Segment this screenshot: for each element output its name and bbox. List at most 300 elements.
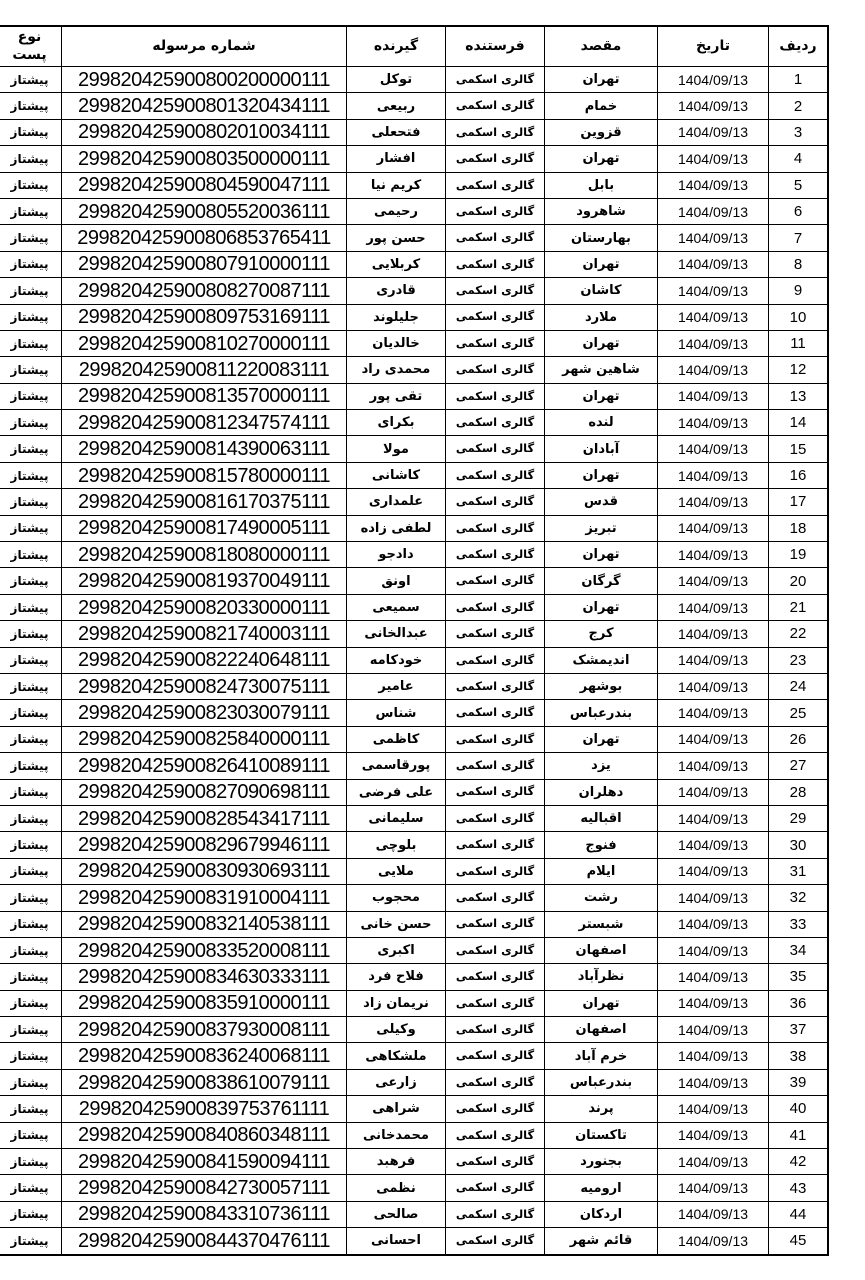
cell-tracking: 299820425900817490005111 (62, 515, 347, 541)
cell-sender: گالری اسکمی (446, 647, 545, 673)
table-row (0, 357, 828, 383)
cell-sender: گالری اسکمی (446, 885, 545, 911)
cell-date: 1404/09/13 (658, 357, 769, 383)
cell-destination: یزد (545, 753, 658, 779)
cell-date: 1404/09/13 (658, 225, 769, 251)
cell-row: 1 (769, 67, 829, 93)
cell-row: 28 (769, 779, 829, 805)
cell-tracking: 299820425900812347574111 (62, 410, 347, 436)
cell-row: 34 (769, 937, 829, 963)
cell-sender: گالری اسکمی (446, 1017, 545, 1043)
cell-post_type: پیشتاز (0, 198, 62, 224)
cell-date: 1404/09/13 (658, 383, 769, 409)
cell-receiver: توکل (347, 67, 446, 93)
cell-receiver: فتحعلی (347, 119, 446, 145)
cell-date: 1404/09/13 (658, 832, 769, 858)
cell-post_type: پیشتاز (0, 1175, 62, 1201)
cell-sender: گالری اسکمی (446, 172, 545, 198)
cell-destination: پرند (545, 1096, 658, 1122)
cell-sender: گالری اسکمی (446, 594, 545, 620)
table-row (0, 278, 828, 304)
table-row (0, 594, 828, 620)
cell-date: 1404/09/13 (658, 93, 769, 119)
cell-post_type: پیشتاز (0, 251, 62, 277)
table-row (0, 251, 828, 277)
cell-receiver: حسن پور (347, 225, 446, 251)
cell-row: 32 (769, 885, 829, 911)
table-row (0, 726, 828, 752)
cell-post_type: پیشتاز (0, 700, 62, 726)
column-header-sender: فرستنده (446, 26, 545, 67)
cell-tracking: 299820425900800200000111 (62, 67, 347, 93)
cell-receiver: کاشانی (347, 462, 446, 488)
table-row (0, 1228, 828, 1255)
cell-receiver: عبدالخانی (347, 621, 446, 647)
cell-post_type: پیشتاز (0, 1069, 62, 1095)
cell-receiver: کاظمی (347, 726, 446, 752)
cell-date: 1404/09/13 (658, 990, 769, 1016)
cell-post_type: پیشتاز (0, 93, 62, 119)
cell-post_type: پیشتاز (0, 1201, 62, 1227)
cell-tracking: 299820425900826410089111 (62, 753, 347, 779)
cell-tracking: 299820425900825840000111 (62, 726, 347, 752)
cell-destination: اندیمشک (545, 647, 658, 673)
cell-destination: قدس (545, 489, 658, 515)
cell-row: 31 (769, 858, 829, 884)
cell-date: 1404/09/13 (658, 568, 769, 594)
cell-receiver: ربیعی (347, 93, 446, 119)
table-row (0, 621, 828, 647)
cell-row: 18 (769, 515, 829, 541)
cell-row: 39 (769, 1069, 829, 1095)
cell-tracking: 299820425900803500000111 (62, 146, 347, 172)
table-row (0, 1149, 828, 1175)
cell-post_type: پیشتاز (0, 383, 62, 409)
cell-date: 1404/09/13 (658, 410, 769, 436)
cell-destination: تهران (545, 726, 658, 752)
cell-row: 22 (769, 621, 829, 647)
cell-date: 1404/09/13 (658, 647, 769, 673)
cell-row: 37 (769, 1017, 829, 1043)
cell-tracking: 299820425900844370476111 (62, 1228, 347, 1255)
cell-tracking: 299820425900809753169111 (62, 304, 347, 330)
table-row (0, 568, 828, 594)
cell-post_type: پیشتاز (0, 357, 62, 383)
cell-receiver: دادجو (347, 542, 446, 568)
cell-sender: گالری اسکمی (446, 1201, 545, 1227)
cell-row: 27 (769, 753, 829, 779)
cell-date: 1404/09/13 (658, 330, 769, 356)
cell-receiver: زارعی (347, 1069, 446, 1095)
cell-post_type: پیشتاز (0, 568, 62, 594)
cell-sender: گالری اسکمی (446, 726, 545, 752)
cell-destination: ایلام (545, 858, 658, 884)
cell-date: 1404/09/13 (658, 1069, 769, 1095)
column-header-post_type: نوع پست (0, 26, 62, 67)
cell-destination: بابل (545, 172, 658, 198)
cell-sender: گالری اسکمی (446, 1096, 545, 1122)
cell-row: 21 (769, 594, 829, 620)
cell-date: 1404/09/13 (658, 1228, 769, 1255)
cell-date: 1404/09/13 (658, 304, 769, 330)
cell-sender: گالری اسکمی (446, 1043, 545, 1069)
cell-receiver: شناس (347, 700, 446, 726)
cell-tracking: 299820425900841590094111 (62, 1149, 347, 1175)
cell-sender: گالری اسکمی (446, 251, 545, 277)
cell-post_type: پیشتاز (0, 990, 62, 1016)
cell-tracking: 299820425900832140538111 (62, 911, 347, 937)
cell-destination: گرگان (545, 568, 658, 594)
cell-receiver: احسانی (347, 1228, 446, 1255)
table-row (0, 1043, 828, 1069)
cell-tracking: 299820425900806853765411 (62, 225, 347, 251)
cell-sender: گالری اسکمی (446, 858, 545, 884)
table-row (0, 858, 828, 884)
cell-destination: آبادان (545, 436, 658, 462)
table-row (0, 700, 828, 726)
table-row (0, 67, 828, 93)
table-row (0, 225, 828, 251)
cell-post_type: پیشتاز (0, 330, 62, 356)
cell-receiver: جلیلوند (347, 304, 446, 330)
cell-date: 1404/09/13 (658, 858, 769, 884)
cell-tracking: 299820425900838610079111 (62, 1069, 347, 1095)
cell-date: 1404/09/13 (658, 515, 769, 541)
cell-tracking: 299820425900834630333111 (62, 964, 347, 990)
table-row (0, 1122, 828, 1148)
cell-destination: کاشان (545, 278, 658, 304)
table-row (0, 198, 828, 224)
cell-post_type: پیشتاز (0, 172, 62, 198)
cell-tracking: 299820425900827090698111 (62, 779, 347, 805)
cell-date: 1404/09/13 (658, 1201, 769, 1227)
table-row (0, 436, 828, 462)
cell-post_type: پیشتاز (0, 119, 62, 145)
cell-post_type: پیشتاز (0, 462, 62, 488)
cell-destination: تبریز (545, 515, 658, 541)
cell-row: 9 (769, 278, 829, 304)
cell-destination: نظرآباد (545, 964, 658, 990)
cell-sender: گالری اسکمی (446, 330, 545, 356)
table-row (0, 832, 828, 858)
cell-post_type: پیشتاز (0, 832, 62, 858)
cell-sender: گالری اسکمی (446, 700, 545, 726)
cell-destination: تهران (545, 146, 658, 172)
cell-row: 29 (769, 805, 829, 831)
cell-post_type: پیشتاز (0, 542, 62, 568)
table-row (0, 489, 828, 515)
cell-row: 6 (769, 198, 829, 224)
cell-tracking: 299820425900828543417111 (62, 805, 347, 831)
cell-row: 42 (769, 1149, 829, 1175)
cell-date: 1404/09/13 (658, 542, 769, 568)
cell-sender: گالری اسکمی (446, 198, 545, 224)
cell-destination: اردکان (545, 1201, 658, 1227)
column-header-destination: مقصد (545, 26, 658, 67)
cell-row: 12 (769, 357, 829, 383)
table-row (0, 647, 828, 673)
cell-date: 1404/09/13 (658, 726, 769, 752)
column-header-row: ردیف (769, 26, 829, 67)
cell-row: 19 (769, 542, 829, 568)
table-row (0, 673, 828, 699)
cell-receiver: محجوب (347, 885, 446, 911)
cell-row: 38 (769, 1043, 829, 1069)
cell-post_type: پیشتاز (0, 1149, 62, 1175)
cell-tracking: 299820425900836240068111 (62, 1043, 347, 1069)
table-row (0, 330, 828, 356)
cell-destination: ملارد (545, 304, 658, 330)
cell-tracking: 299820425900816170375111 (62, 489, 347, 515)
cell-receiver: ملشکاهی (347, 1043, 446, 1069)
table-row (0, 937, 828, 963)
cell-sender: گالری اسکمی (446, 515, 545, 541)
cell-post_type: پیشتاز (0, 647, 62, 673)
cell-sender: گالری اسکمی (446, 357, 545, 383)
cell-row: 41 (769, 1122, 829, 1148)
cell-date: 1404/09/13 (658, 1096, 769, 1122)
cell-row: 13 (769, 383, 829, 409)
cell-destination: تهران (545, 67, 658, 93)
table-row (0, 462, 828, 488)
cell-sender: گالری اسکمی (446, 462, 545, 488)
cell-tracking: 299820425900831910004111 (62, 885, 347, 911)
cell-tracking: 299820425900802010034111 (62, 119, 347, 145)
cell-post_type: پیشتاز (0, 1228, 62, 1255)
table-row (0, 964, 828, 990)
cell-sender: گالری اسکمی (446, 119, 545, 145)
cell-sender: گالری اسکمی (446, 1069, 545, 1095)
cell-tracking: 299820425900815780000111 (62, 462, 347, 488)
cell-receiver: صالحی (347, 1201, 446, 1227)
cell-sender: گالری اسکمی (446, 67, 545, 93)
cell-sender: گالری اسکمی (446, 1122, 545, 1148)
cell-sender: گالری اسکمی (446, 621, 545, 647)
table-row (0, 119, 828, 145)
cell-destination: تهران (545, 251, 658, 277)
cell-receiver: علی فرضی (347, 779, 446, 805)
cell-date: 1404/09/13 (658, 1175, 769, 1201)
cell-row: 3 (769, 119, 829, 145)
cell-destination: تهران (545, 542, 658, 568)
cell-receiver: خودکامه (347, 647, 446, 673)
cell-receiver: سمیعی (347, 594, 446, 620)
cell-row: 8 (769, 251, 829, 277)
cell-sender: گالری اسکمی (446, 383, 545, 409)
table-row (0, 1201, 828, 1227)
cell-receiver: تقی پور (347, 383, 446, 409)
cell-destination: ارومیه (545, 1175, 658, 1201)
cell-tracking: 299820425900813570000111 (62, 383, 347, 409)
cell-date: 1404/09/13 (658, 1149, 769, 1175)
cell-tracking: 299820425900810270000111 (62, 330, 347, 356)
cell-tracking: 299820425900842730057111 (62, 1175, 347, 1201)
cell-destination: تهران (545, 990, 658, 1016)
table-row (0, 515, 828, 541)
cell-row: 16 (769, 462, 829, 488)
cell-destination: تهران (545, 383, 658, 409)
cell-date: 1404/09/13 (658, 779, 769, 805)
cell-tracking: 299820425900824730075111 (62, 673, 347, 699)
cell-sender: گالری اسکمی (446, 832, 545, 858)
cell-post_type: پیشتاز (0, 67, 62, 93)
cell-tracking: 299820425900805520036111 (62, 198, 347, 224)
cell-sender: گالری اسکمی (446, 779, 545, 805)
cell-post_type: پیشتاز (0, 436, 62, 462)
cell-post_type: پیشتاز (0, 1043, 62, 1069)
cell-receiver: اکبری (347, 937, 446, 963)
cell-row: 44 (769, 1201, 829, 1227)
table-row (0, 304, 828, 330)
cell-tracking: 299820425900840860348111 (62, 1122, 347, 1148)
cell-sender: گالری اسکمی (446, 568, 545, 594)
cell-row: 5 (769, 172, 829, 198)
cell-tracking: 299820425900819370049111 (62, 568, 347, 594)
cell-sender: گالری اسکمی (446, 410, 545, 436)
cell-date: 1404/09/13 (658, 1043, 769, 1069)
cell-tracking: 299820425900804590047111 (62, 172, 347, 198)
cell-destination: بجنورد (545, 1149, 658, 1175)
cell-destination: خمام (545, 93, 658, 119)
cell-destination: کرج (545, 621, 658, 647)
table-row (0, 1017, 828, 1043)
cell-destination: بندرعباس (545, 1069, 658, 1095)
table-row (0, 1096, 828, 1122)
cell-destination: لنده (545, 410, 658, 436)
cell-row: 17 (769, 489, 829, 515)
cell-destination: شاهین شهر (545, 357, 658, 383)
cell-post_type: پیشتاز (0, 1017, 62, 1043)
cell-destination: تهران (545, 594, 658, 620)
table-row (0, 93, 828, 119)
cell-destination: دهلران (545, 779, 658, 805)
cell-receiver: نظمی (347, 1175, 446, 1201)
cell-post_type: پیشتاز (0, 964, 62, 990)
cell-destination: بوشهر (545, 673, 658, 699)
cell-post_type: پیشتاز (0, 410, 62, 436)
cell-date: 1404/09/13 (658, 198, 769, 224)
cell-receiver: کربلایی (347, 251, 446, 277)
cell-row: 36 (769, 990, 829, 1016)
cell-tracking: 299820425900823030079111 (62, 700, 347, 726)
table-row (0, 779, 828, 805)
table-body (0, 67, 828, 1255)
cell-destination: شاهرود (545, 198, 658, 224)
cell-receiver: شراهی (347, 1096, 446, 1122)
cell-date: 1404/09/13 (658, 1017, 769, 1043)
table-row (0, 146, 828, 172)
cell-destination: اصفهان (545, 1017, 658, 1043)
cell-receiver: حسن خانی (347, 911, 446, 937)
cell-post_type: پیشتاز (0, 1122, 62, 1148)
cell-post_type: پیشتاز (0, 304, 62, 330)
cell-date: 1404/09/13 (658, 937, 769, 963)
cell-destination: شبستر (545, 911, 658, 937)
cell-date: 1404/09/13 (658, 146, 769, 172)
cell-date: 1404/09/13 (658, 462, 769, 488)
cell-sender: گالری اسکمی (446, 673, 545, 699)
cell-date: 1404/09/13 (658, 964, 769, 990)
cell-destination: خرم آباد (545, 1043, 658, 1069)
cell-date: 1404/09/13 (658, 278, 769, 304)
cell-destination: اصفهان (545, 937, 658, 963)
cell-date: 1404/09/13 (658, 621, 769, 647)
cell-row: 2 (769, 93, 829, 119)
cell-post_type: پیشتاز (0, 911, 62, 937)
cell-tracking: 299820425900843310736111 (62, 1201, 347, 1227)
column-header-tracking: شماره مرسوله (62, 26, 347, 67)
cell-receiver: کریم نیا (347, 172, 446, 198)
cell-destination: اقبالیه (545, 805, 658, 831)
cell-row: 10 (769, 304, 829, 330)
cell-sender: گالری اسکمی (446, 489, 545, 515)
cell-post_type: پیشتاز (0, 489, 62, 515)
cell-row: 11 (769, 330, 829, 356)
cell-sender: گالری اسکمی (446, 1149, 545, 1175)
table-row (0, 753, 828, 779)
shipments-table (0, 25, 829, 1256)
cell-receiver: محمدخانی (347, 1122, 446, 1148)
cell-sender: گالری اسکمی (446, 805, 545, 831)
cell-tracking: 299820425900835910000111 (62, 990, 347, 1016)
cell-receiver: فلاح فرد (347, 964, 446, 990)
cell-receiver: خالدیان (347, 330, 446, 356)
cell-sender: گالری اسکمی (446, 542, 545, 568)
cell-tracking: 299820425900801320434111 (62, 93, 347, 119)
cell-receiver: مولا (347, 436, 446, 462)
cell-row: 30 (769, 832, 829, 858)
cell-post_type: پیشتاز (0, 1096, 62, 1122)
cell-receiver: محمدی راد (347, 357, 446, 383)
cell-date: 1404/09/13 (658, 805, 769, 831)
cell-sender: گالری اسکمی (446, 1228, 545, 1255)
cell-receiver: علمداری (347, 489, 446, 515)
cell-sender: گالری اسکمی (446, 146, 545, 172)
table-row (0, 172, 828, 198)
cell-row: 25 (769, 700, 829, 726)
cell-destination: تهران (545, 330, 658, 356)
cell-post_type: پیشتاز (0, 225, 62, 251)
cell-row: 15 (769, 436, 829, 462)
cell-post_type: پیشتاز (0, 726, 62, 752)
cell-post_type: پیشتاز (0, 146, 62, 172)
cell-tracking: 299820425900837930008111 (62, 1017, 347, 1043)
cell-row: 4 (769, 146, 829, 172)
cell-row: 26 (769, 726, 829, 752)
cell-date: 1404/09/13 (658, 1122, 769, 1148)
cell-receiver: سلیمانی (347, 805, 446, 831)
cell-post_type: پیشتاز (0, 278, 62, 304)
cell-row: 20 (769, 568, 829, 594)
cell-date: 1404/09/13 (658, 67, 769, 93)
cell-tracking: 299820425900829679946111 (62, 832, 347, 858)
cell-tracking: 299820425900822240648111 (62, 647, 347, 673)
cell-sender: گالری اسکمی (446, 1175, 545, 1201)
cell-date: 1404/09/13 (658, 594, 769, 620)
cell-receiver: بکرای (347, 410, 446, 436)
cell-destination: بهارستان (545, 225, 658, 251)
cell-date: 1404/09/13 (658, 885, 769, 911)
cell-date: 1404/09/13 (658, 172, 769, 198)
cell-destination: قائم شهر (545, 1228, 658, 1255)
cell-sender: گالری اسکمی (446, 304, 545, 330)
cell-receiver: وکیلی (347, 1017, 446, 1043)
cell-sender: گالری اسکمی (446, 753, 545, 779)
table-row (0, 1069, 828, 1095)
cell-post_type: پیشتاز (0, 753, 62, 779)
cell-date: 1404/09/13 (658, 673, 769, 699)
cell-receiver: رحیمی (347, 198, 446, 224)
